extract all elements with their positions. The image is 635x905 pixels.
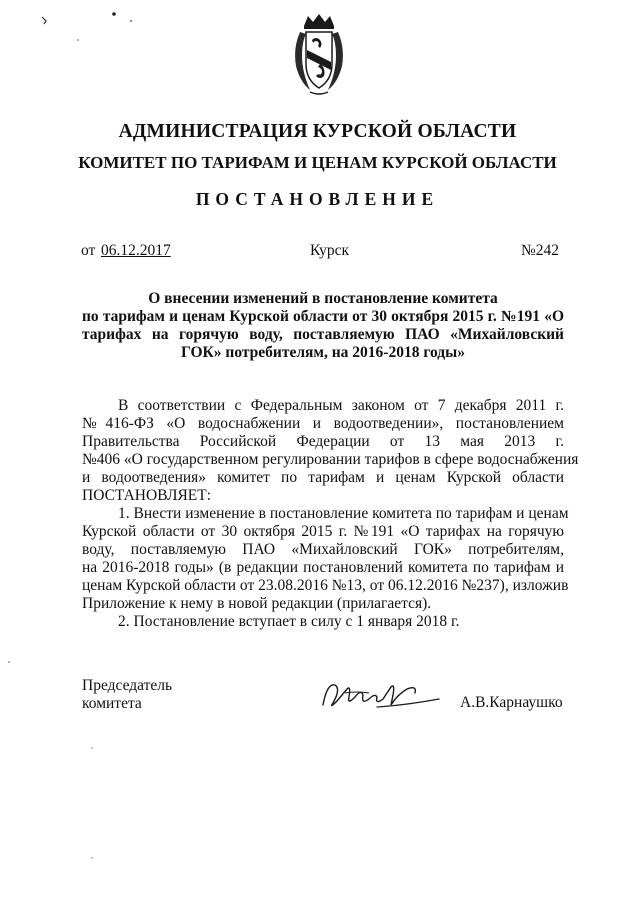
body-line: №416-ФЗ «О водоснабжении и водоотведении», постановлением (82, 415, 564, 432)
document-body (82, 397, 579, 631)
document-number: №242 (521, 242, 560, 259)
body-line: ПОСТАНОВЛЯЕТ: (82, 487, 212, 504)
body-line: на 2016-2018 годы» (в редакции постановлений комитета по тарифам и (82, 559, 564, 576)
subject-line: ГОК» потребителям, на 2016-2018 годы» (181, 344, 465, 361)
body-line: Правительства Российской Федерации от 13 мая 2013 г. (82, 433, 564, 450)
body-line: 2. Постановление вступает в силу с 1 января 2018 г. (118, 613, 460, 630)
body-line: Курской области от 30 октября 2015 г. №191 «О тарифах на горячую (82, 523, 564, 540)
body-line: воду, поставляемую ПАО «Михайловский ГОК» потребителям, (82, 541, 564, 558)
signatory-title-line: Председатель (82, 677, 173, 694)
subject-line: тарифах на горячую воду, поставляемую ПАО «Михайловский (82, 326, 564, 343)
body-line: и водоотведения» комитет по тарифам и ценам Курской области (82, 469, 564, 486)
date-prefix: от (81, 242, 96, 259)
committee-title: КОМИТЕТ ПО ТАРИФАМ И ЦЕНАМ КУРСКОЙ ОБЛАСТИ (78, 153, 557, 172)
document-type-title: ПОСТАНОВЛЕНИЕ (195, 189, 440, 209)
signatory-name: А.В.Карнаушко (460, 694, 563, 711)
document-subject (82, 290, 564, 362)
body-line: Приложение к нему в новой редакции (прилагается). (82, 595, 432, 612)
subject-line: по тарифам и ценам Курской области от 30 октября 2015 г. №191 «О (82, 308, 564, 325)
document-date: 06.12.2017 (101, 242, 171, 259)
handwritten-signature (317, 675, 445, 715)
body-line: ценам Курской области от 23.08.2016 №13, от 06.12.2016 №237), изложив (82, 577, 569, 594)
body-line: №406 «О государственном регулировании тарифов в сфере водоснабжения (82, 451, 579, 468)
body-line: В соответствии с Федеральным законом от 7 декабря 2011 г. (118, 397, 564, 414)
coat-of-arms-emblem (290, 12, 348, 96)
organization-title: АДМИНИСТРАЦИЯ КУРСКОЙ ОБЛАСТИ (118, 121, 517, 142)
signatory-title (82, 677, 172, 713)
subject-line: О внесении изменений в постановление комитета (148, 290, 498, 307)
document-city: Курск (310, 242, 350, 259)
body-line: 1. Внести изменение в постановление комитета по тарифам и ценам (118, 505, 569, 522)
signatory-title-line: комитета (82, 695, 142, 712)
